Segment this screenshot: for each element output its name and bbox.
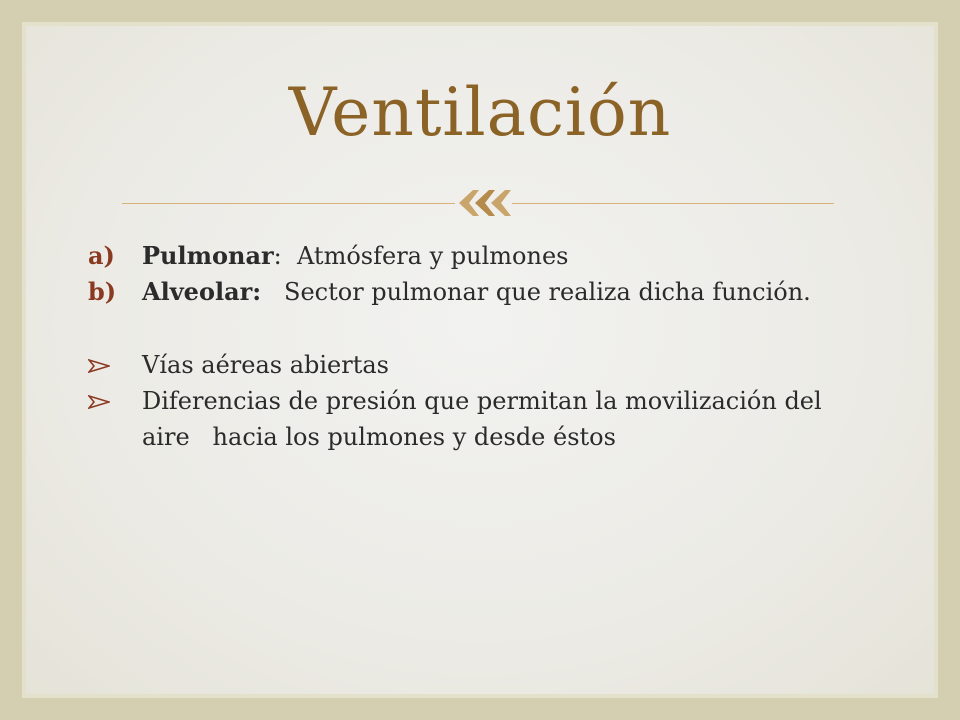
item-text: Atmósfera y pulmones — [281, 242, 569, 270]
arrow-bullet-icon — [88, 395, 110, 409]
list-item-alveolar — [88, 274, 868, 310]
slide-title: Ventilación — [288, 74, 672, 151]
list-item-pulmonar — [88, 238, 868, 274]
bullet-item — [88, 347, 868, 383]
list-spacer — [88, 310, 868, 347]
list-marker: b) — [88, 277, 117, 306]
arrow-bullet-icon — [88, 359, 110, 373]
item-text: Sector pulmonar que realiza dicha función. — [261, 278, 811, 306]
double-quote-icon — [453, 184, 513, 222]
item-label: Alveolar: — [142, 277, 262, 306]
bullet-text: Vías aéreas abiertas — [142, 351, 389, 379]
content-list — [88, 238, 868, 455]
bullet-item — [88, 383, 868, 455]
bullet-text: Diferencias de presión que permitan la movilización del aire hacia los pulmones y desde éstos — [142, 387, 830, 451]
list-marker: a) — [88, 241, 115, 270]
title-divider-left — [122, 203, 455, 204]
title-divider-right — [512, 203, 834, 204]
item-label-suffix: : — [273, 242, 282, 270]
item-label: Pulmonar — [142, 241, 274, 270]
